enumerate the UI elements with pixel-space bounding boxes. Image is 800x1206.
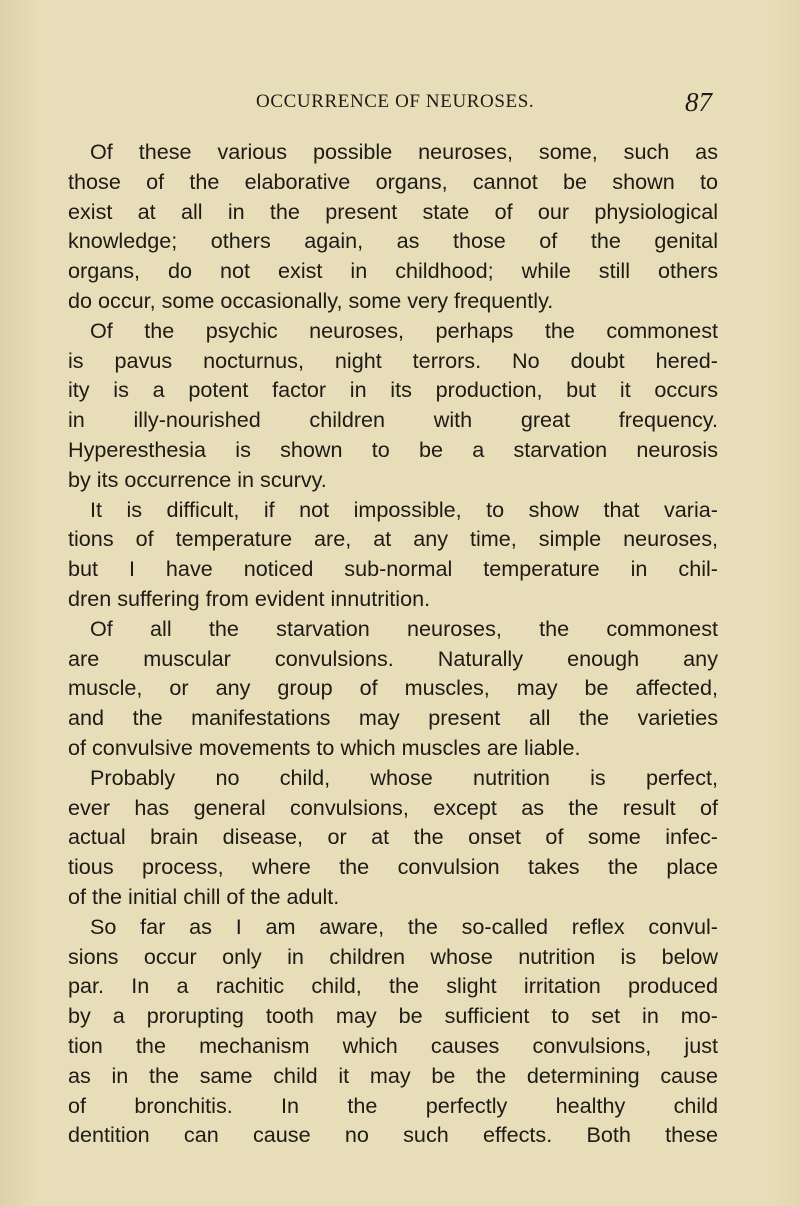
text-line: It is difficult, if not impossible, to show that varia- bbox=[90, 496, 718, 522]
text-line: dren suffering from evident innutrition. bbox=[68, 585, 431, 611]
text-line: sions occur only in children whose nutrition is below bbox=[68, 943, 718, 969]
text-line: by its occurrence in scurvy. bbox=[68, 466, 327, 492]
text-line: Of all the starvation neuroses, the commonest bbox=[90, 615, 718, 641]
text-line: organs, do not exist in childhood; while still others bbox=[68, 258, 718, 284]
text-line: are muscular convulsions. Naturally enough any bbox=[68, 645, 718, 671]
page-number: 87 bbox=[685, 87, 712, 117]
text-line: Probably no child, whose nutrition is perfect, bbox=[90, 764, 718, 790]
page-header bbox=[256, 87, 726, 120]
text-line: ever has general convulsions, except as the result of bbox=[68, 794, 718, 820]
text-line: knowledge; others again, as those of the genital bbox=[68, 228, 718, 254]
body-text bbox=[68, 137, 718, 1150]
text-line: tion the mechanism which causes convulsions, just bbox=[68, 1032, 718, 1058]
text-line: exist at all in the present state of our physiological bbox=[68, 198, 718, 224]
text-line: Of the psychic neuroses, perhaps the commonest bbox=[90, 317, 718, 343]
text-line: dentition can cause no such effects. Both these bbox=[68, 1122, 718, 1148]
text-line: Of these various possible neuroses, some, such as bbox=[90, 139, 718, 164]
text-line: Hyperesthesia is shown to be a starvation neurosis bbox=[68, 436, 718, 462]
text-line: par. In a rachitic child, the slight irritation produced bbox=[68, 973, 718, 999]
text-line: by a prorupting tooth may be sufficient to set in mo- bbox=[68, 1003, 718, 1029]
text-line: as in the same child it may be the determining cause bbox=[68, 1062, 718, 1088]
text-line: in illy-nourished children with great frequency. bbox=[68, 407, 718, 433]
text-line: tious process, where the convulsion takes the place bbox=[68, 854, 718, 880]
text-line: actual brain disease, or at the onset of some infec- bbox=[68, 824, 718, 850]
running-head: OCCURRENCE OF NEUROSES. bbox=[256, 91, 535, 112]
text-line: do occur, some occasionally, some very frequently. bbox=[68, 287, 554, 313]
text-line: of convulsive movements to which muscles are liable. bbox=[68, 734, 581, 760]
text-line: tions of temperature are, at any time, simple neuroses, bbox=[68, 526, 718, 552]
text-line: ity is a potent factor in its production, but it occurs bbox=[68, 377, 718, 403]
text-line: So far as I am aware, the so-called reflex convul- bbox=[90, 913, 718, 939]
text-line: and the manifestations may present all the varieties bbox=[68, 705, 718, 731]
text-line: muscle, or any group of muscles, may be affected, bbox=[68, 675, 718, 701]
text-line: is pavus nocturnus, night terrors. No doubt hered- bbox=[68, 347, 718, 373]
text-line: of the initial chill of the adult. bbox=[68, 883, 340, 909]
text-line: those of the elaborative organs, cannot be shown to bbox=[68, 168, 718, 194]
text-line: but I have noticed sub-normal temperature in chil- bbox=[68, 556, 718, 582]
text-line: of bronchitis. In the perfectly healthy child bbox=[68, 1092, 718, 1118]
